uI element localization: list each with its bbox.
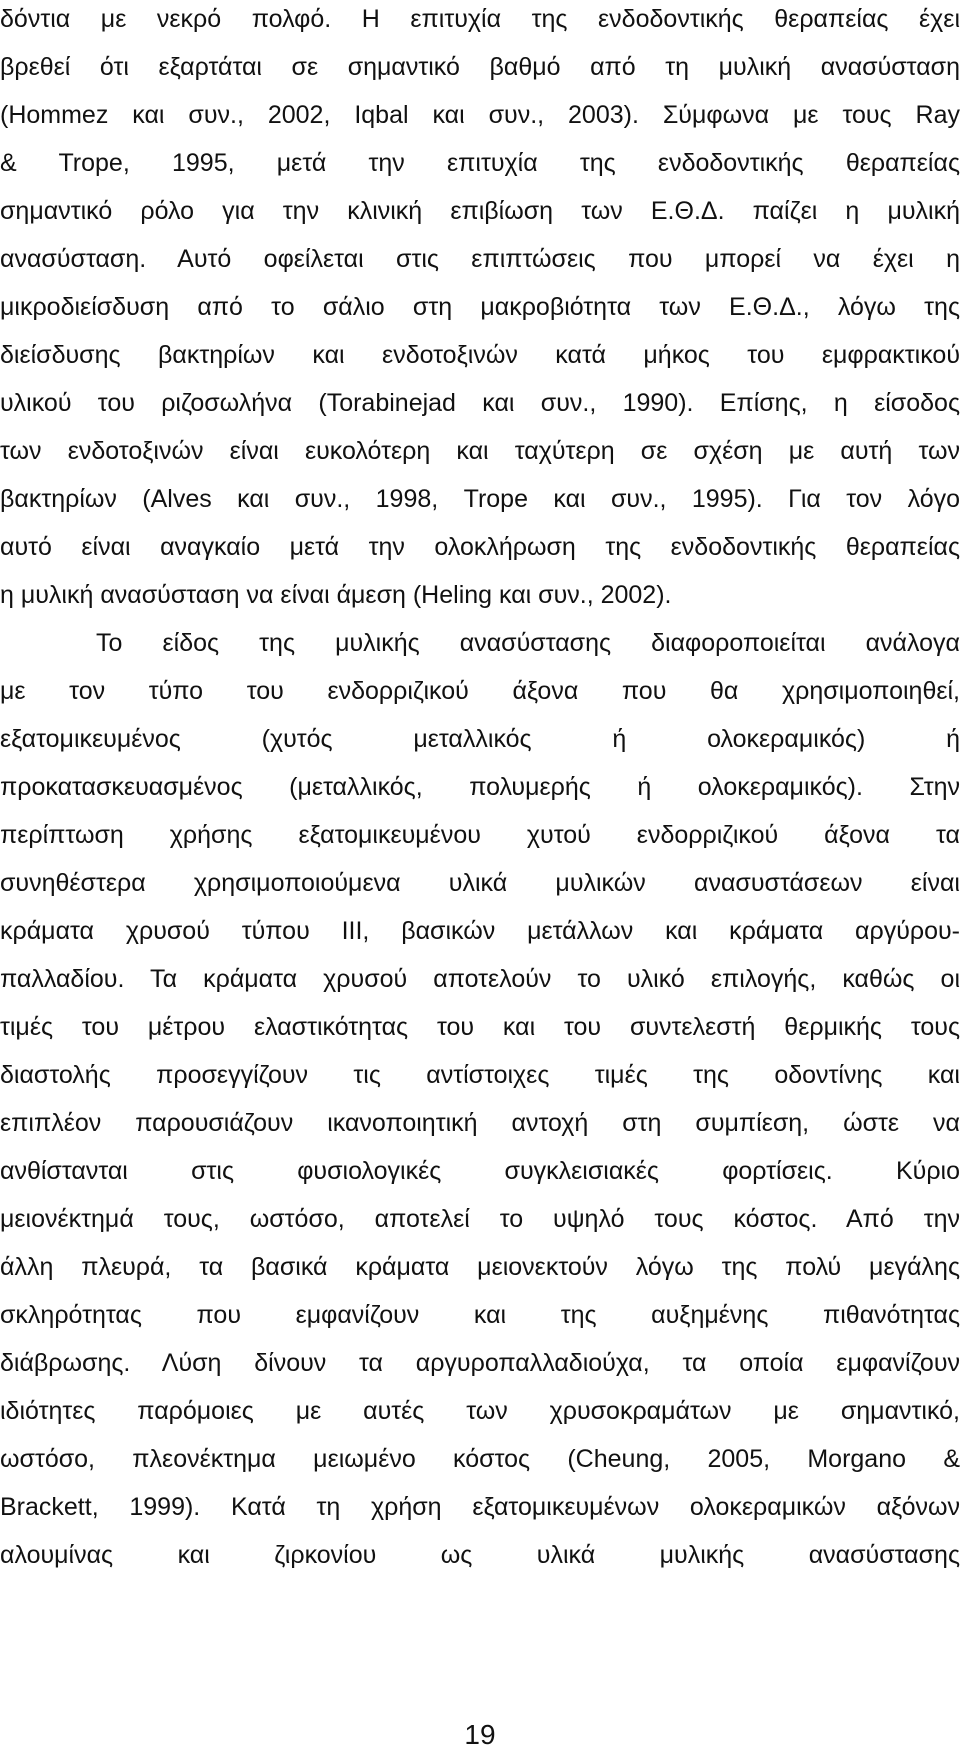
text-line: ωστόσο, πλεονέκτημα μειωμένο κόστος (Cheung, 2005, Morgano & [0, 1445, 960, 1473]
text-line: Brackett, 1999). Κατά τη χρήση εξατομικευμένων ολοκεραμικών αξόνων [0, 1493, 960, 1521]
text-line: & Trope, 1995, μετά την επιτυχία της ενδοδοντικής θεραπείας [0, 149, 960, 177]
text-line: με τον τύπο του ενδορριζικού άξονα που θα χρησιμοποιηθεί, [0, 677, 960, 705]
text-line: περίπτωση χρήσης εξατομικευμένου χυτού ενδορριζικού άξονα τα [0, 821, 960, 849]
text-line: μειονέκτημά τους, ωστόσο, αποτελεί το υψηλό τους κόστος. Από την [0, 1205, 960, 1233]
text-line: επιπλέον παρουσιάζουν ικανοποιητική αντοχή στη συμπίεση, ώστε να [0, 1109, 960, 1137]
text-line: παλλαδίου. Τα κράματα χρυσού αποτελούν το υλικό επιλογής, καθώς οι [0, 965, 960, 993]
text-line: ανθίστανται στις φυσιολογικές συγκλεισιακές φορτίσεις. Κύριο [0, 1157, 960, 1185]
paragraph-first-line: Το είδος της μυλικής ανασύστασης διαφοροποιείται ανάλογα [96, 629, 960, 657]
text-line: άλλη πλευρά, τα βασικά κράματα μειονεκτούν λόγω της πολύ μεγάλης [0, 1253, 960, 1281]
text-line: προκατασκευασμένος (μεταλλικός, πολυμερής ή ολοκεραμικός). Στην [0, 773, 960, 801]
text-line: κράματα χρυσού τύπου ΙΙΙ, βασικών μετάλλων και κράματα αργύρου- [0, 917, 960, 945]
text-line: αυτό είναι αναγκαίο μετά την ολοκλήρωση της ενδοδοντικής θεραπείας [0, 533, 960, 561]
text-line: δόντια με νεκρό πολφό. Η επιτυχία της ενδοδοντικής θεραπείας έχει [0, 5, 960, 33]
text-line: (Hommez και συν., 2002, Iqbal και συν., 2003). Σύμφωνα με τους Ray [0, 101, 960, 129]
text-line: βρεθεί ότι εξαρτάται σε σημαντικό βαθμό από τη μυλική ανασύσταση [0, 53, 960, 81]
text-line: μικροδιείσδυση από το σάλιο στη μακροβιότητα των Ε.Θ.Δ., λόγω της [0, 293, 960, 321]
page-number: 19 [464, 1719, 496, 1750]
text-line: διείσδυσης βακτηρίων και ενδοτοξινών κατά μήκος του εμφρακτικού [0, 341, 960, 369]
text-line: σκληρότητας που εμφανίζουν και της αυξημένης πιθανότητας [0, 1301, 960, 1329]
text-line: τιμές του μέτρου ελαστικότητας του και του συντελεστή θερμικής τους [0, 1013, 960, 1041]
text-line: συνηθέστερα χρησιμοποιούμενα υλικά μυλικών ανασυστάσεων είναι [0, 869, 960, 897]
text-line: σημαντικό ρόλο για την κλινική επιβίωση των Ε.Θ.Δ. παίζει η μυλική [0, 197, 960, 225]
text-line: ιδιότητες παρόμοιες με αυτές των χρυσοκραμάτων με σημαντικό, [0, 1397, 960, 1425]
text-line: διαστολής προσεγγίζουν τις αντίστοιχες τιμές της οδοντίνης και [0, 1061, 960, 1089]
text-line: αλουμίνας και ζιρκονίου ως υλικά μυλικής ανασύστασης [0, 1541, 960, 1569]
text-line: ανασύσταση. Αυτό οφείλεται στις επιπτώσεις που μπορεί να έχει η [0, 245, 960, 273]
text-line: διάβρωσης. Λύση δίνουν τα αργυροπαλλαδιούχα, τα οποία εμφανίζουν [0, 1349, 960, 1377]
text-line: βακτηρίων (Alves και συν., 1998, Trope και συν., 1995). Για τον λόγο [0, 485, 960, 513]
text-line: υλικού του ριζοσωλήνα (Torabinejad και συν., 1990). Επίσης, η είσοδος [0, 389, 960, 417]
text-line: εξατομικευμένος (χυτός μεταλλικός ή ολοκεραμικός) ή [0, 725, 960, 753]
text-line: των ενδοτοξινών είναι ευκολότερη και ταχύτερη σε σχέση με αυτή των [0, 437, 960, 465]
text-line: η μυλική ανασύσταση να είναι άμεση (Heling και συν., 2002). [0, 581, 672, 609]
